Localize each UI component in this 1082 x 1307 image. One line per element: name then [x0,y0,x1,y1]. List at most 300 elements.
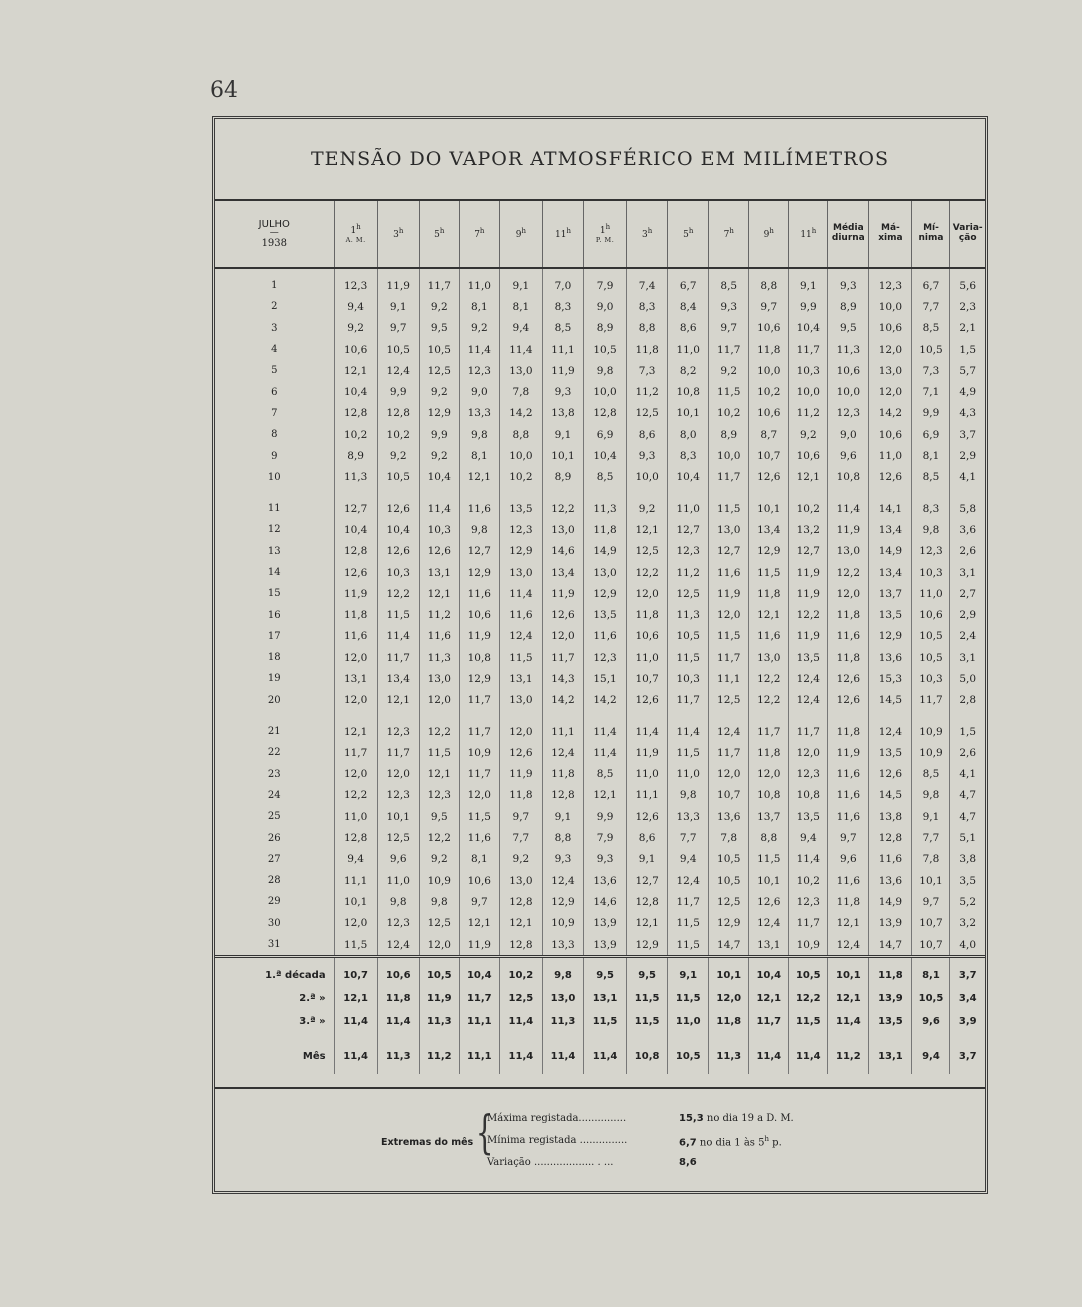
value-cell: 6,7 [912,268,950,296]
hour-sup: h [398,226,404,235]
hour-sup: h [811,226,817,235]
day-cell: 2 [215,296,334,317]
table-row [215,934,985,957]
value-cell: 12,3 [584,647,627,668]
value-cell: 13,0 [584,562,627,583]
value-cell: 5,1 [959,832,977,845]
value-cell: 12,3 [377,913,419,934]
value-cell: 11,6 [828,764,869,785]
value-cell: 9,4 [334,849,377,870]
value-cell: 8,5 [912,764,950,785]
day-cell: 30 [215,913,334,934]
value-cell: 13,0 [749,647,789,668]
value-cell: 5,0 [959,672,977,685]
value-cell: 10,1 [912,870,950,891]
hour-header [668,201,709,268]
day-cell: 29 [215,891,334,912]
value-cell: 12,0 [542,626,583,647]
summary-value: 11,4 [334,1033,377,1074]
table-row [215,519,985,540]
summary-value: 11,8 [869,957,912,988]
value-cell: 8,1 [499,296,542,317]
min-text: no dia 1 às 5 [699,1137,765,1149]
hour-number: 11 [554,229,567,240]
value-cell: 11,7 [709,647,749,668]
value-cell: 4,9 [959,386,977,399]
value-cell: 8,8 [749,827,789,848]
value-cell: 12,6 [377,488,419,519]
value-cell: 8,8 [542,827,583,848]
value-cell: 12,6 [869,764,912,785]
value-cell: 12,4 [828,934,869,957]
value-cell: 8,5 [584,467,627,488]
value-cell: 13,4 [377,668,419,689]
hour-header [419,201,459,268]
month-dash: — [269,228,279,239]
value-cell: 14,5 [869,690,912,711]
summary-label: Mês [215,1033,334,1074]
value-cell: 8,5 [542,318,583,339]
value-cell: 12,1 [499,913,542,934]
day-cell: 25 [215,806,334,827]
value-cell: 12,4 [749,913,789,934]
hour-number: 1 [599,225,606,236]
summary-value: 3,7 [950,957,985,988]
value-cell: 12,1 [749,604,789,625]
summary-value: 3,4 [958,993,977,1005]
table-frame [212,116,988,1194]
value-cell: 11,1 [334,870,377,891]
summary-value: 11,7 [749,1010,789,1033]
hour-number: 7 [723,229,730,240]
value-cell: 11,3 [584,488,627,519]
value-cell: 12,5 [627,403,668,424]
value-cell: 8,7 [749,424,789,445]
value-cell: 8,3 [912,488,950,519]
value-cell: 2,3 [959,300,977,313]
summary-value: 13,9 [869,987,912,1010]
value-cell: 6,9 [584,424,627,445]
value-cell: 11,6 [499,604,542,625]
min-tail: p. [768,1137,782,1149]
value-cell: 11,0 [334,806,377,827]
value-cell: 12,2 [419,711,459,742]
value-cell: 7,8 [912,849,950,870]
summary-value: 10,2 [499,957,542,988]
table-row [215,541,985,562]
value-cell: 11,4 [459,339,499,360]
summary-value: 10,5 [912,987,950,1010]
value-cell: 12,1 [584,785,627,806]
value-cell: 9,7 [709,318,749,339]
value-cell: 12,8 [584,403,627,424]
value-cell: 4,1 [959,471,977,484]
value-cell: 10,6 [627,626,668,647]
day-cell: 14 [215,562,334,583]
value-cell: 12,8 [627,891,668,912]
value-cell: 10,1 [334,891,377,912]
value-cell: 9,1 [499,268,542,296]
value-cell: 11,1 [627,785,668,806]
value-cell: 12,2 [749,668,789,689]
hour-header [627,201,668,268]
value-cell: 12,7 [459,541,499,562]
value-cell: 12,3 [789,764,828,785]
value-cell: 11,8 [828,891,869,912]
hour-sup: h [479,226,485,235]
value-cell: 11,7 [789,913,828,934]
max-value-text [679,1113,794,1124]
day-cell: 16 [215,604,334,625]
value-cell: 12,8 [869,827,912,848]
value-cell: 12,8 [542,785,583,806]
day-cell: 13 [215,541,334,562]
summary-value: 12,1 [749,987,789,1010]
value-cell: 11,8 [499,785,542,806]
value-cell: 8,1 [459,296,499,317]
value-cell: 11,8 [542,764,583,785]
value-cell: 12,1 [377,690,419,711]
value-cell: 10,6 [749,318,789,339]
value-cell: 7,7 [668,827,709,848]
value-cell: 11,8 [828,711,869,742]
value-cell: 14,6 [542,541,583,562]
value-cell: 11,7 [789,711,828,742]
value-cell: 10,1 [749,488,789,519]
max-value: 15,3 [679,1113,704,1124]
summary-value: 10,1 [828,957,869,988]
value-cell: 10,2 [789,870,828,891]
value-cell: 10,3 [377,562,419,583]
value-cell: 10,9 [912,711,950,742]
value-cell: 12,2 [828,562,869,583]
value-cell: 12,0 [749,764,789,785]
value-cell: 10,7 [627,668,668,689]
value-cell: 11,2 [668,562,709,583]
value-cell: 10,2 [749,381,789,402]
value-cell: 11,8 [749,742,789,763]
table-row [215,268,985,296]
hour-header [542,201,583,268]
value-cell: 13,8 [869,806,912,827]
summary-row [215,957,985,988]
value-cell: 7,7 [912,827,950,848]
value-cell: 11,4 [627,711,668,742]
summary-value: 13,0 [542,987,583,1010]
value-cell: 12,1 [789,467,828,488]
value-cell: 15,1 [584,668,627,689]
day-cell: 27 [215,849,334,870]
value-cell: 9,7 [377,318,419,339]
summary-value: 3,9 [958,1016,977,1028]
value-cell: 10,8 [828,467,869,488]
hour-header [789,201,828,268]
value-cell: 9,9 [419,424,459,445]
value-cell: 6,7 [668,268,709,296]
value-cell: 10,5 [912,647,950,668]
value-cell: 2,6 [959,746,977,759]
value-cell: 13,5 [789,806,828,827]
value-cell: 11,5 [668,934,709,957]
max-label: Máxima registada............... [487,1113,627,1124]
hour-number: 9 [763,229,770,240]
summary-value: 10,4 [459,957,499,988]
table-row [215,827,985,848]
value-cell: 11,7 [334,742,377,763]
day-cell: 5 [215,360,334,381]
value-cell: 10,5 [584,339,627,360]
value-cell: 12,9 [584,583,627,604]
day-cell: 23 [215,764,334,785]
hour-sup: h [439,226,445,235]
value-cell: 12,9 [749,541,789,562]
summary-value: 11,4 [828,1010,869,1033]
value-cell: 12,1 [459,467,499,488]
value-cell: 9,3 [709,296,749,317]
hour-period: A. M. [345,235,366,244]
table-row [215,381,985,402]
hour-header [749,201,789,268]
value-cell: 11,9 [828,742,869,763]
value-cell: 11,5 [709,626,749,647]
value-cell: 14,2 [542,690,583,711]
value-cell: 12,6 [542,604,583,625]
value-cell: 14,2 [584,690,627,711]
value-cell: 12,4 [499,626,542,647]
summary-value: 11,0 [668,1010,709,1033]
table-row [215,785,985,806]
summary-value: 10,1 [709,957,749,988]
table-row [215,764,985,785]
value-cell: 11,0 [668,339,709,360]
value-cell: 10,3 [419,519,459,540]
brace-icon: { [475,1105,494,1159]
value-cell: 9,2 [334,318,377,339]
value-cell: 10,2 [377,424,419,445]
value-cell: 11,1 [542,339,583,360]
value-cell: 11,7 [912,690,950,711]
value-cell: 9,3 [584,849,627,870]
value-cell: 8,1 [459,849,499,870]
value-cell: 12,7 [709,541,749,562]
summary-value: 10,5 [789,957,828,988]
summary-value: 11,5 [668,987,709,1010]
hour-number: 9 [515,229,522,240]
value-cell: 11,9 [542,583,583,604]
summary-value: 11,3 [419,1010,459,1033]
value-cell: 3,1 [959,651,977,664]
value-cell: 10,5 [668,626,709,647]
value-cell: 11,5 [668,913,709,934]
value-cell: 11,7 [709,467,749,488]
value-cell: 10,2 [789,488,828,519]
table-row [215,583,985,604]
value-cell: 13,6 [709,806,749,827]
value-cell: 12,0 [419,690,459,711]
value-cell: 12,0 [377,764,419,785]
value-cell: 13,9 [584,934,627,957]
hour-sup: h [647,226,653,235]
summary-value: 11,3 [709,1033,749,1074]
value-cell: 12,5 [668,583,709,604]
value-cell: 8,9 [334,445,377,466]
value-cell: 11,4 [789,849,828,870]
value-cell: 10,8 [668,381,709,402]
minima-header: Mí- nima [912,201,950,268]
value-cell: 12,6 [828,668,869,689]
summary-value: 12,1 [334,987,377,1010]
value-cell: 9,1 [542,424,583,445]
value-cell: 10,0 [499,445,542,466]
summary-label: 3.ª » [215,1010,334,1033]
summary-value: 10,8 [627,1033,668,1074]
value-cell: 5,2 [959,895,977,908]
value-cell: 3,5 [959,874,977,887]
summary-value: 10,6 [377,957,419,988]
value-cell: 10,9 [542,913,583,934]
value-cell: 11,9 [334,583,377,604]
value-cell: 10,9 [912,742,950,763]
value-cell: 10,9 [419,870,459,891]
value-cell: 12,0 [334,764,377,785]
value-cell: 13,9 [584,913,627,934]
value-cell: 11,5 [668,742,709,763]
value-cell: 12,8 [334,827,377,848]
day-cell: 20 [215,690,334,711]
value-cell: 12,2 [419,827,459,848]
value-cell: 14,3 [542,668,583,689]
value-cell: 12,0 [828,583,869,604]
summary-value: 11,7 [459,987,499,1010]
hour-number: 11 [800,229,812,240]
value-cell: 10,8 [789,785,828,806]
value-cell: 10,6 [912,604,950,625]
value-cell: 11,5 [419,742,459,763]
value-cell: 11,0 [912,583,950,604]
day-cell: 11 [215,488,334,519]
value-cell: 11,3 [334,467,377,488]
summary-value: 11,8 [377,987,419,1010]
value-cell: 7,3 [627,360,668,381]
value-cell: 11,9 [499,764,542,785]
value-cell: 13,3 [459,403,499,424]
summary-value: 12,2 [789,987,828,1010]
summary-value: 12,5 [499,987,542,1010]
summary-value: 9,4 [912,1033,950,1074]
extremes-section [215,1087,985,1193]
value-cell: 13,1 [749,934,789,957]
value-cell: 11,4 [499,339,542,360]
value-cell: 10,0 [869,296,912,317]
day-cell: 22 [215,742,334,763]
value-cell: 11,3 [419,647,459,668]
value-cell: 8,8 [627,318,668,339]
maxima-header: Má- xima [869,201,912,268]
hour-sup: h [688,226,694,235]
value-cell: 9,8 [459,519,499,540]
day-cell: 31 [215,934,334,957]
value-cell: 10,5 [709,849,749,870]
value-cell: 10,5 [912,626,950,647]
value-cell: 9,8 [912,519,950,540]
value-cell: 12,3 [499,519,542,540]
value-cell: 11,8 [334,604,377,625]
value-cell: 9,9 [584,806,627,827]
value-cell: 11,5 [749,562,789,583]
value-cell: 9,5 [419,806,459,827]
day-cell: 7 [215,403,334,424]
summary-value: 11,5 [627,1010,668,1033]
value-cell: 12,1 [828,913,869,934]
value-cell: 13,4 [869,519,912,540]
value-cell: 8,9 [709,424,749,445]
value-cell: 13,5 [584,604,627,625]
value-cell: 11,9 [789,583,828,604]
value-cell: 11,8 [749,583,789,604]
value-cell: 12,6 [627,690,668,711]
value-cell: 12,3 [459,360,499,381]
title-box [215,119,985,201]
min-value: 6,7 [679,1137,697,1149]
value-cell: 11,7 [668,891,709,912]
value-cell: 7,7 [499,827,542,848]
value-cell: 6,9 [912,424,950,445]
hour-period: P. M. [595,235,615,244]
page-title: TENSÃO DO VAPOR ATMOSFÉRICO EM MILÍMETROS [311,148,889,170]
value-cell: 13,9 [869,913,912,934]
value-cell: 10,4 [334,381,377,402]
value-cell: 13,1 [419,562,459,583]
value-cell: 4,7 [959,810,977,823]
value-cell: 12,0 [334,913,377,934]
value-cell: 12,1 [334,360,377,381]
value-cell: 10,5 [709,870,749,891]
value-cell: 12,4 [542,870,583,891]
value-cell: 8,5 [584,764,627,785]
value-cell: 12,0 [869,381,912,402]
value-cell: 11,6 [828,626,869,647]
value-cell: 10,3 [912,668,950,689]
year-label: 1938 [261,237,288,249]
summary-value: 12,0 [709,987,749,1010]
value-cell: 11,6 [334,626,377,647]
day-cell: 18 [215,647,334,668]
value-cell: 11,9 [828,519,869,540]
summary-value: 11,4 [789,1033,828,1074]
value-cell: 7,3 [912,360,950,381]
summary-value: 11,3 [542,1010,583,1033]
value-cell: 9,1 [789,268,828,296]
value-cell: 12,6 [499,742,542,763]
value-cell: 10,2 [709,403,749,424]
value-cell: 12,6 [749,467,789,488]
value-cell: 11,8 [828,604,869,625]
value-cell: 11,0 [668,488,709,519]
value-cell: 14,9 [869,891,912,912]
summary-row [215,1033,985,1074]
value-cell: 11,4 [499,583,542,604]
value-cell: 10,6 [334,339,377,360]
summary-value: 11,2 [828,1033,869,1074]
value-cell: 12,2 [627,562,668,583]
summary-value: 9,6 [912,1010,950,1033]
value-cell: 10,9 [459,742,499,763]
value-cell: 9,8 [419,891,459,912]
value-cell: 10,1 [377,806,419,827]
value-cell: 14,9 [584,541,627,562]
value-cell: 10,9 [789,934,828,957]
summary-value: 11,5 [789,1010,828,1033]
